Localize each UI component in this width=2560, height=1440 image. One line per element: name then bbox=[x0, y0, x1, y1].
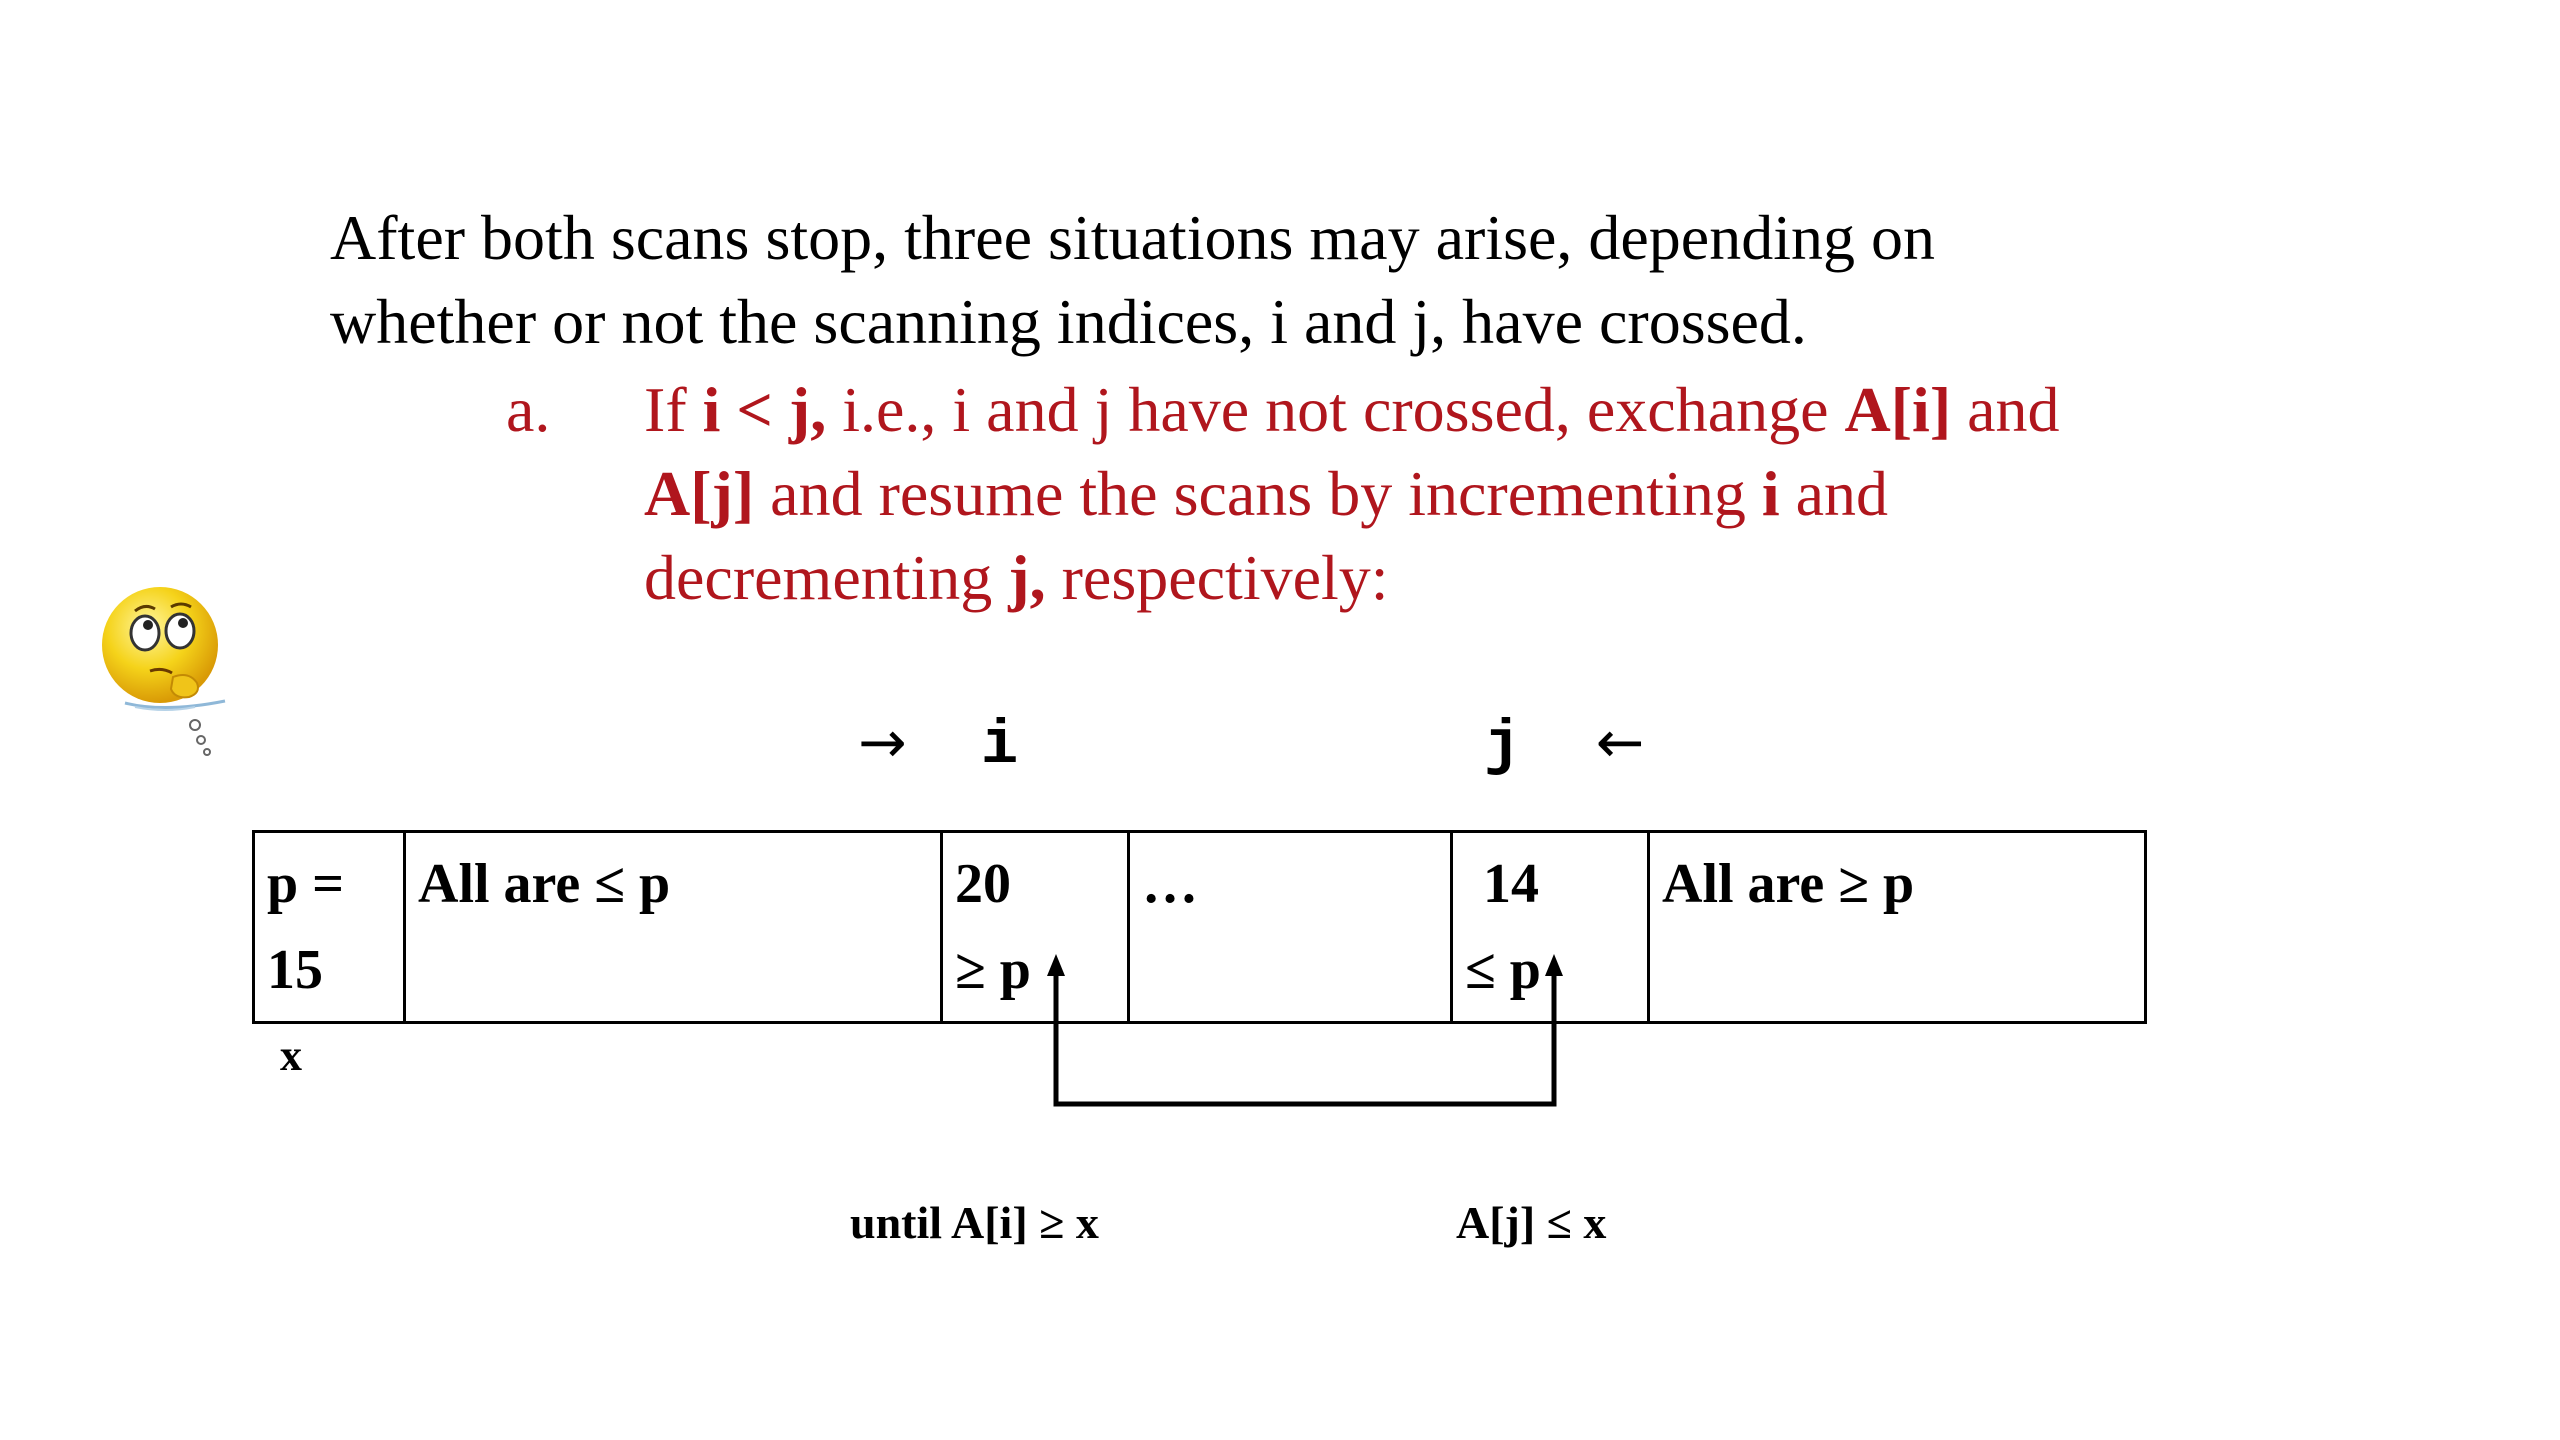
aj-condition-label: A[j] ≤ x bbox=[1456, 1197, 1607, 1248]
item-a-text-1: i.e., i and j have not crossed, exchange bbox=[826, 374, 1845, 445]
ai-cell bbox=[942, 832, 1129, 1023]
thinking-face-icon bbox=[95, 585, 265, 785]
ellipsis-text: … bbox=[1142, 853, 1198, 915]
left-region-cell bbox=[405, 832, 942, 1023]
list-marker-a: a. bbox=[506, 374, 551, 445]
intro-line-2: whether or not the scanning indices, i and j, have crossed. bbox=[330, 286, 1807, 357]
respectively-word: respectively: bbox=[1045, 542, 1389, 613]
array-row bbox=[254, 832, 2146, 1023]
right-region-text: All are ≥ p bbox=[1662, 853, 1915, 915]
left-region-text: All are ≤ p bbox=[418, 853, 671, 915]
pivot-cell bbox=[254, 832, 405, 1023]
x-label: x bbox=[280, 1031, 302, 1080]
aj-cell bbox=[1452, 832, 1649, 1023]
j-pointer-label: j bbox=[1484, 710, 1522, 781]
i-pointer bbox=[858, 708, 1018, 781]
array-diagram bbox=[252, 830, 2147, 1024]
if-word: If bbox=[644, 374, 703, 445]
aj-value: 14 bbox=[1483, 853, 1539, 915]
i-pointer-label: i bbox=[981, 710, 1019, 781]
i-term: i bbox=[1761, 458, 1780, 529]
until-ai-label: until A[i] ≥ x bbox=[850, 1197, 1099, 1248]
ai-value: 20 bbox=[955, 853, 1011, 915]
middle-cell bbox=[1129, 832, 1452, 1023]
condition-text: i < j, bbox=[702, 374, 827, 445]
right-arrow-icon: → bbox=[858, 708, 907, 776]
decrementing-word: decrementing bbox=[644, 542, 1009, 613]
right-region-cell bbox=[1649, 832, 2146, 1023]
list-item-a-line-3 bbox=[644, 536, 2060, 620]
intro-paragraph bbox=[330, 196, 2230, 364]
and-word-2: and bbox=[1779, 458, 1889, 529]
left-arrow-icon: ← bbox=[1595, 708, 1645, 776]
list-item-a-line-1 bbox=[644, 368, 2060, 452]
j-pointer bbox=[1484, 708, 1644, 781]
list-item-a-line-2 bbox=[644, 452, 2060, 536]
j-term: j, bbox=[1008, 542, 1046, 613]
list-item-a bbox=[644, 368, 2060, 620]
intro-line-1: After both scans stop, three situations may arise, depending on bbox=[330, 202, 1935, 273]
aj-term: A[j] bbox=[644, 458, 755, 529]
item-a-text-2: and resume the scans by incrementing bbox=[754, 458, 1762, 529]
ai-term: A[i] bbox=[1844, 374, 1952, 445]
aj-relation: ≤ p bbox=[1465, 939, 1541, 1001]
ai-relation: ≥ p bbox=[955, 939, 1031, 1001]
and-word-1: and bbox=[1951, 374, 2060, 445]
pivot-label: p = bbox=[267, 853, 345, 915]
pivot-value: 15 bbox=[267, 939, 323, 1001]
